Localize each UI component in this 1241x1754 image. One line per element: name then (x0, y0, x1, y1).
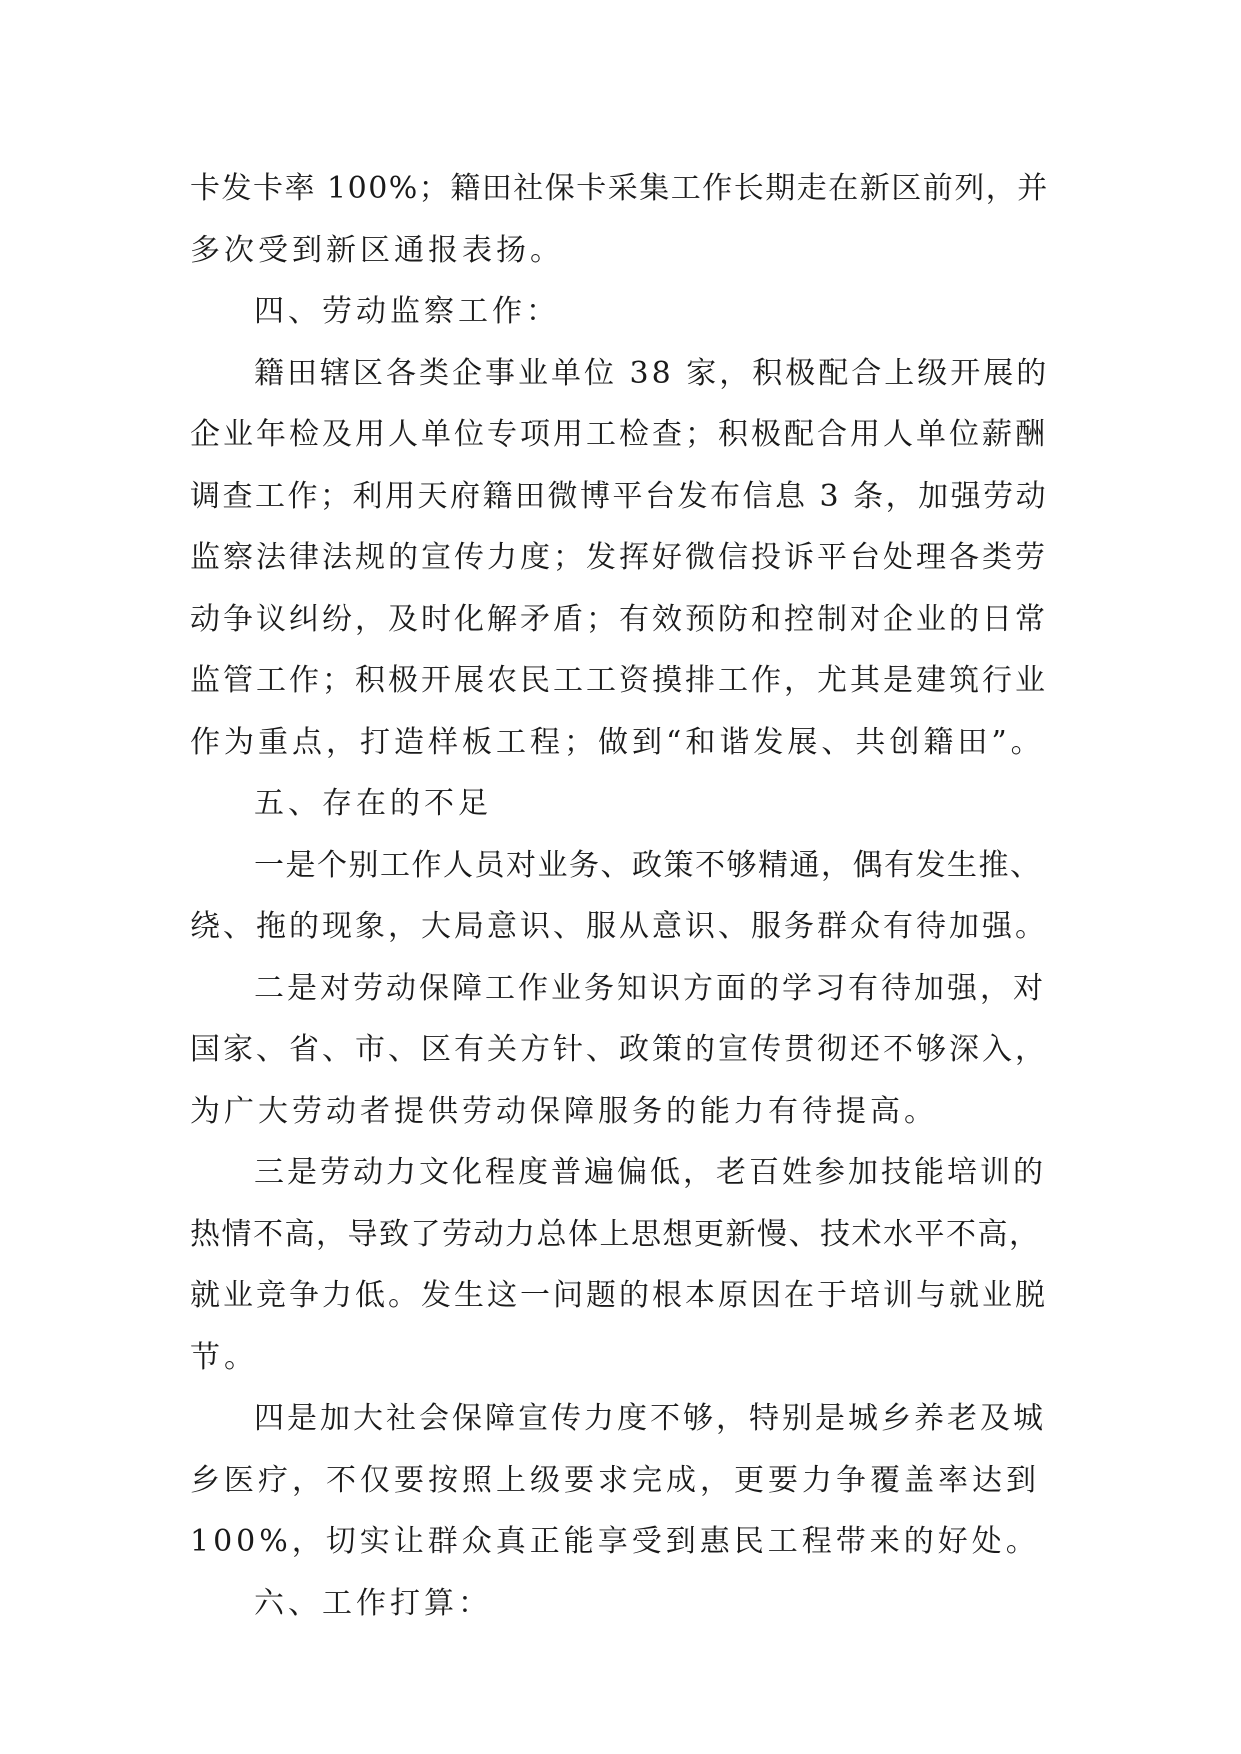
text-line: 监管工作；积极开展农民工工资摸排工作，尤其是建筑行业 (190, 663, 1048, 698)
text-line: 三是劳动力文化程度普遍偏低，老百姓参加技能培训的 (254, 1155, 1046, 1190)
text-line: 一是个别工作人员对业务、政策不够精通，偶有发生推、 (254, 847, 1042, 883)
text-line: 乡医疗，不仅要按照上级要求完成，更要力争覆盖率达到 (190, 1462, 1040, 1498)
text-line: 作为重点，打造样板工程；做到“和谐发展、共创籍田”。 (190, 724, 1045, 760)
text-line: 国家、省、市、区有关方针、政策的宣传贯彻还不够深入， (190, 1032, 1048, 1067)
text-line: 监察法律法规的宣传力度；发挥好微信投诉平台处理各类劳 (190, 540, 1048, 575)
text-line: 籍田辖区各类企事业单位 38 家，积极配合上级开展的 (254, 355, 1050, 391)
text-line: 六、工作打算： (254, 1585, 492, 1621)
text-line: 节。 (190, 1339, 258, 1375)
text-line: 卡发卡率 100%；籍田社保卡采集工作长期走在新区前列，并 (190, 171, 1049, 206)
text-line: 企业年检及用人单位专项用工检查；积极配合用人单位薪酬 (190, 417, 1048, 452)
text-line: 调查工作；利用天府籍田微博平台发布信息 3 条，加强劳动 (190, 478, 1049, 514)
text-line: 100%，切实让群众真正能享受到惠民工程带来的好处。 (190, 1524, 1040, 1559)
text-line: 四是加大社会保障宣传力度不够，特别是城乡养老及城 (254, 1401, 1046, 1436)
text-line: 多次受到新区通报表扬。 (190, 232, 564, 268)
text-line: 就业竞争力低。发生这一问题的根本原因在于培训与就业脱 (190, 1278, 1048, 1313)
text-line: 热情不高，导致了劳动力总体上思想更新慢、技术水平不高， (190, 1216, 1041, 1252)
document-body (190, 158, 1052, 1634)
text-line: 动争议纠纷，及时化解矛盾；有效预防和控制对企业的日常 (190, 601, 1048, 637)
text-line: 四、劳动监察工作： (254, 294, 560, 329)
text-line: 二是对劳动保障工作业务知识方面的学习有待加强，对 (254, 970, 1046, 1006)
text-line: 为广大劳动者提供劳动保障服务的能力有待提高。 (190, 1093, 938, 1129)
text-line: 绕、拖的现象，大局意识、服从意识、服务群众有待加强。 (190, 909, 1048, 944)
text-line: 五、存在的不足 (254, 786, 492, 821)
